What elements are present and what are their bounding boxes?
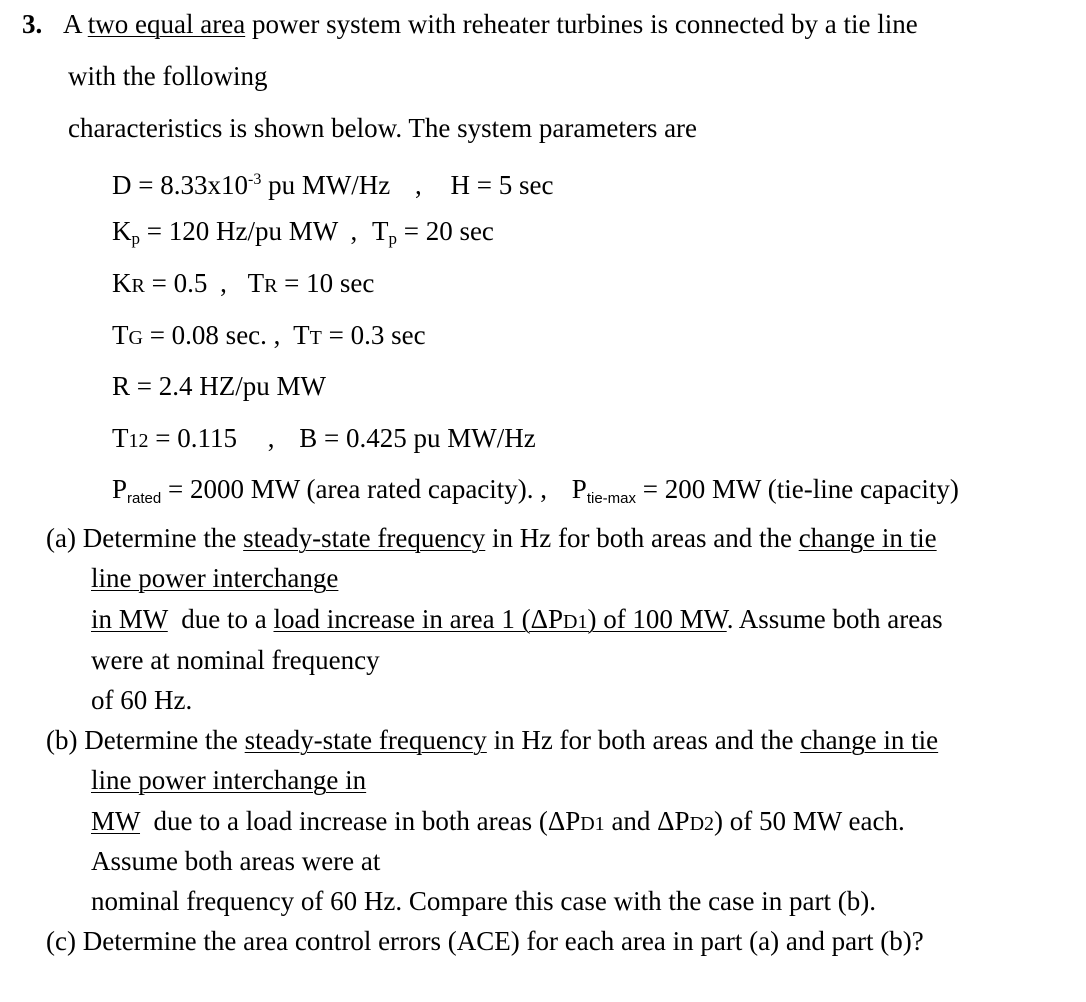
part-b-line-4: Assume both areas were at — [91, 846, 381, 876]
part-a-line-1: (a) Determine the steady-state frequency in Hz for both areas and the change in tie — [46, 523, 937, 553]
part-b-label: (b) — [46, 725, 78, 755]
part-a-line-4: were at nominal frequency — [91, 645, 380, 675]
param-tg-tt: TG = 0.08 sec. , TT = 0.3 sec — [112, 320, 426, 350]
param-prated-ptie: Prated = 2000 MW (area rated capacity). , Ptie-max = 200 MW (tie-line capacity) — [112, 474, 959, 507]
param-kp-tp: $K_p = 120$ Hz/pu MW , $T_p = 20$ sec — [112, 216, 494, 248]
part-b-line-5: nominal frequency of 60 Hz. Compare this case with the case in part (b). — [91, 886, 876, 916]
param-h: H = 5 sec — [450, 170, 554, 200]
part-b-line-2: line power interchange in — [91, 765, 367, 795]
param-t12-b: T12 = 0.115 , B = 0.425 pu MW/Hz — [112, 423, 536, 453]
two-equal-area-text: two equal area — [87, 9, 246, 39]
part-a-line-2: line power interchange — [91, 563, 339, 593]
param-d-h: $D = 8.33x10^{-3}$ pu MW/Hz , H = 5 sec — [112, 170, 554, 200]
question-line-1: 3. A two equal area power system with reheater turbines is connected by a tie line — [22, 9, 918, 39]
param-kr-tr: KR = 0.5 , TR = 10 sec — [112, 268, 375, 298]
part-a-line-3: in MW due to a load increase in area 1 (ΔPD1) of 100 MW. Assume both areas — [91, 604, 943, 634]
param-b: B = 0.425 pu MW/Hz — [299, 423, 536, 453]
question-number: 3. — [22, 9, 43, 39]
part-b-line-1: (b) Determine the steady-state frequency in Hz for both areas and the change in tie — [46, 725, 939, 755]
question-line-3: characteristics is shown below. The system parameters are — [68, 113, 698, 143]
part-a-label: (a) — [46, 523, 76, 553]
part-c-line: (c) Determine the area control errors (ACE) for each area in part (a) and part (b)? — [46, 926, 924, 956]
part-c-label: (c) — [46, 926, 76, 956]
question-line-2: with the following — [68, 61, 268, 91]
part-b-line-3: MW due to a load increase in both areas (ΔPD1 and ΔPD2) of 50 MW each. — [91, 806, 905, 836]
part-a-line-5: of 60 Hz. — [91, 685, 193, 715]
param-r: R = 2.4 HZ/pu MW — [112, 371, 326, 401]
